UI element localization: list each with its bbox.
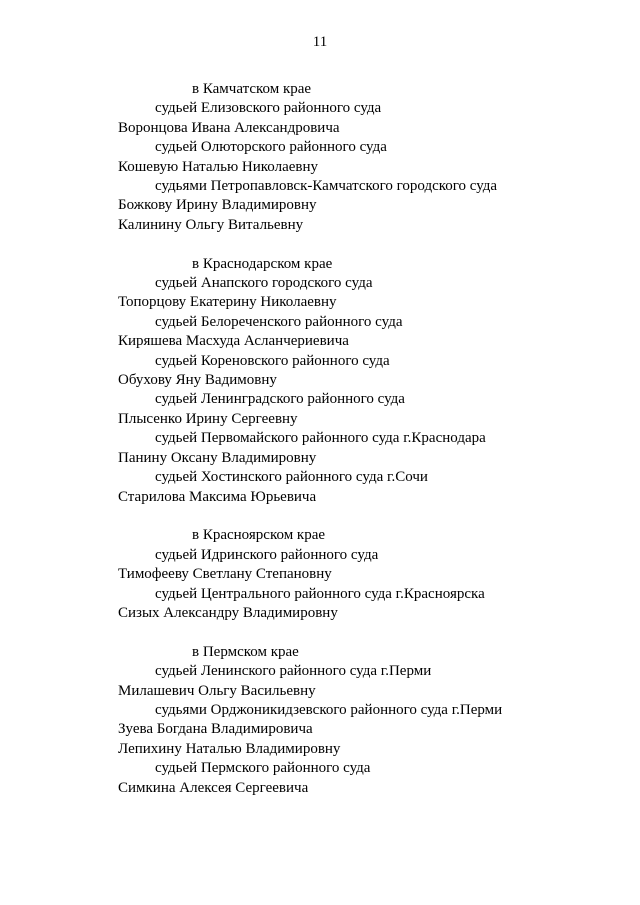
- court-position: судьей Первомайского районного суда г.Краснодара: [155, 430, 486, 447]
- region-heading: в Красноярском крае: [192, 527, 326, 544]
- court-position: судьей Пермского районного суда: [155, 760, 371, 777]
- court-position: судьей Центрального районного суда г.Красноярска: [155, 585, 485, 602]
- region-section: [118, 643, 618, 798]
- judge-name: Кошевую Наталью Николаевну: [118, 158, 319, 175]
- court-position: судьей Идринского районного суда: [155, 546, 379, 563]
- region-heading: в Камчатском крае: [192, 81, 312, 97]
- court-position: судьей Олюторского районного суда: [155, 139, 387, 156]
- judge-name: Божкову Ирину Владимировну: [118, 197, 317, 214]
- judge-name: Тимофееву Светлану Степановну: [118, 566, 332, 583]
- court-position: судьей Ленинского районного суда г.Перми: [155, 663, 432, 680]
- judge-name: Сизых Александру Владимировну: [118, 604, 338, 621]
- region-heading: в Пермском крае: [192, 643, 299, 660]
- judge-name: Панину Оксану Владимировну: [118, 449, 317, 466]
- judge-name: Старилова Максима Юрьевича: [118, 488, 317, 505]
- court-position: судьей Белореченского районного суда: [155, 313, 403, 330]
- court-position: судьями Петропавловск-Камчатского городского суда: [155, 178, 498, 195]
- section-spacer: [118, 235, 618, 254]
- court-position: судьями Орджоникидзевского районного суда г.Перми: [155, 701, 503, 718]
- judge-name: Лепихину Наталью Владимировну: [118, 740, 341, 757]
- judge-name: Киряшева Масхуда Асланчериевича: [118, 333, 349, 350]
- judge-name: Зуева Богдана Владимировича: [118, 721, 313, 738]
- section-spacer: [118, 623, 618, 642]
- judge-name: Плысенко Ирину Сергеевну: [118, 410, 298, 427]
- region-section: [118, 255, 618, 507]
- court-position: судьей Анапского городского суда: [155, 275, 373, 292]
- judge-name: Калинину Ольгу Витальевну: [118, 216, 304, 233]
- appointments-list: [118, 80, 618, 798]
- region-section: [118, 80, 618, 235]
- court-position: судьей Елизовского районного суда: [155, 100, 382, 117]
- court-position: судьей Кореновского районного суда: [155, 352, 390, 369]
- judge-name: Воронцова Ивана Александровича: [118, 119, 340, 136]
- region-section: [118, 526, 618, 623]
- court-position: судьей Ленинградского районного суда: [155, 391, 405, 408]
- court-position: судьей Хостинского районного суда г.Сочи: [155, 469, 428, 486]
- judge-name: Симкина Алексея Сергеевича: [118, 779, 309, 796]
- section-spacer: [118, 507, 618, 526]
- page-number: 11: [312, 34, 328, 50]
- judge-name: Топорцову Екатерину Николаевну: [118, 294, 337, 311]
- region-heading: в Краснодарском крае: [192, 255, 333, 272]
- judge-name: Милашевич Ольгу Васильевну: [118, 682, 316, 699]
- judge-name: Обухову Яну Вадимовну: [118, 372, 277, 389]
